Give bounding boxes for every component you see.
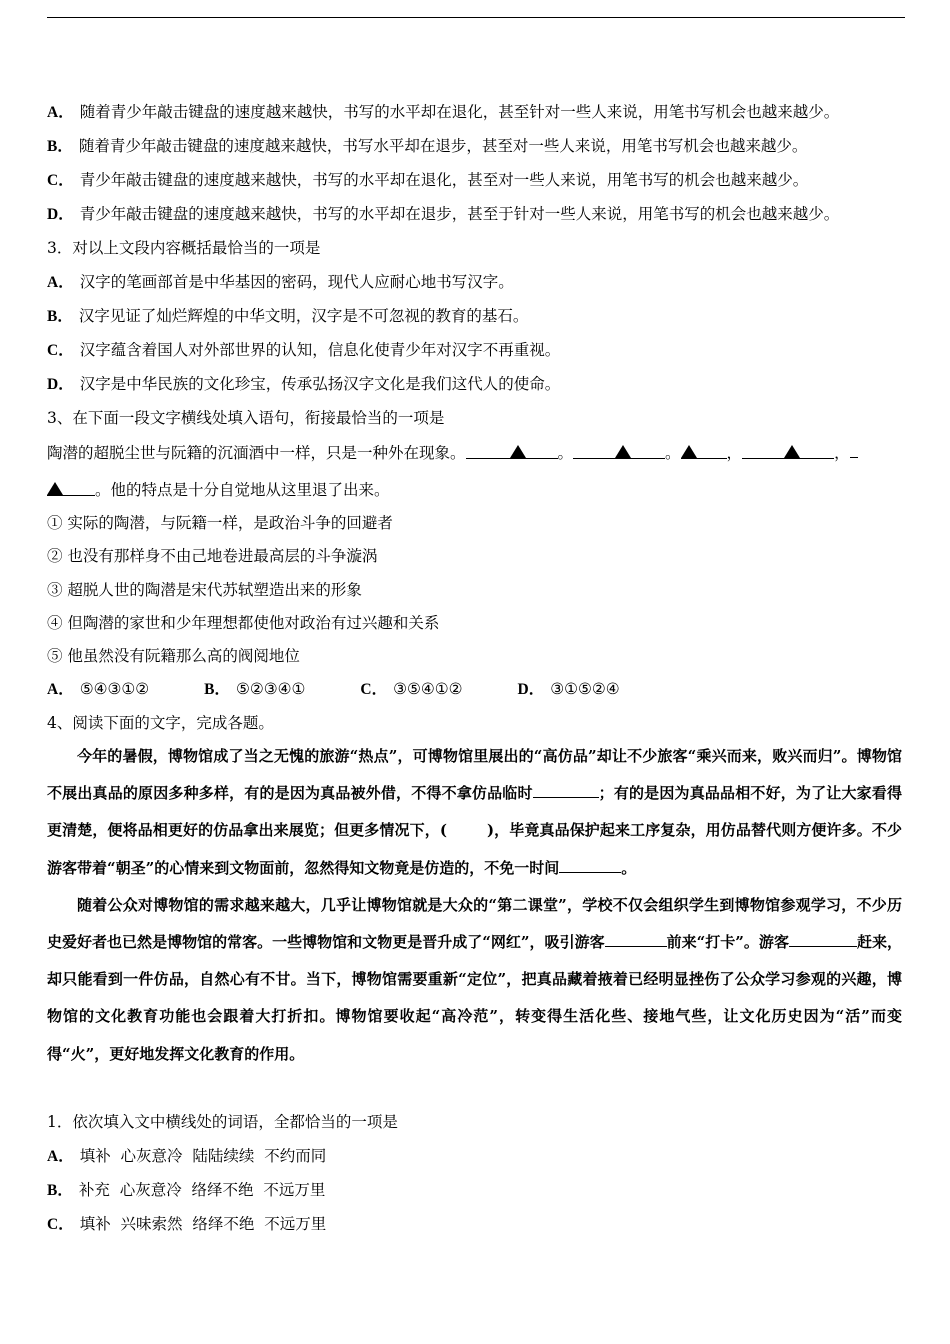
triangle-marker-icon — [681, 445, 697, 458]
q3b-choice-d: D． ③①⑤②④ — [517, 680, 620, 698]
q3b-stem: 3、在下面一段文字横线处填入语句，衔接最恰当的一项是 — [47, 409, 445, 427]
header-rule — [47, 17, 905, 18]
q3b-passage-line2: 。他的特点是十分自觉地从这里退了出来。 — [47, 479, 390, 501]
q3b-choice-c: C． ③⑤④①② — [360, 680, 463, 698]
q4-paragraph-2: 随着公众对博物馆的需求越来越大，几乎让博物馆就是大众的“第二课堂”，学校不仅会组织学生到博物馆参观学习，不少历史爱好者也已然是博物馆的常客。一些博物馆和文物更是晋升成了“网红”，吸引游客 前来“打卡”。游客 赶来，却只能看到一件仿品，自然心有不甘。当下，博物馆需要重新“定位”，把真品藏着掖着已经明显挫伤了公众学习参观的兴趣，博物馆的文化教育功能也会跟着大打折扣。博物馆要收起“高冷范”，转变得生活化些、接地气些，让文化历史因为“活”而变得“火”，更好地发挥文化教育的作用。 — [47, 895, 902, 1063]
answer-blank-2 — [573, 442, 665, 459]
answer-blank-4 — [742, 442, 834, 459]
q3b-item-5: ⑤ 他虽然没有阮籍那么高的阀阅地位 — [47, 647, 300, 665]
q3b-item-1: ① 实际的陶潜，与阮籍一样，是政治斗争的回避者 — [47, 514, 393, 532]
q3b-item-2: ② 也没有那样身不由己地卷进最高层的斗争漩涡 — [47, 547, 378, 565]
q3b-passage-line1: 陶潜的超脱尘世与阮籍的沉湎酒中一样，只是一种外在现象。 。 。 ， ， — [47, 441, 858, 464]
triangle-marker-icon — [510, 445, 526, 458]
q4-sub1-option-c: C． 填补 兴味索然 络绎不绝 不远万里 — [47, 1215, 327, 1233]
q2-option-a: A． 随着青少年敲击键盘的速度越来越快，书写的水平却在退化，甚至针对一些人来说，用笔书写机会也越来越少。 — [47, 103, 840, 121]
answer-blank-5 — [47, 479, 95, 496]
fill-blank — [605, 930, 667, 947]
fill-blank — [533, 781, 599, 798]
q4-sub1-stem: 1．依次填入文中横线处的词语，全都恰当的一项是 — [47, 1113, 398, 1131]
q3-option-d: D． 汉字是中华民族的文化珍宝，传承弘扬汉字文化是我们这代人的使命。 — [47, 375, 561, 393]
q3b-choice-a: A． ⑤④③①② — [47, 680, 150, 698]
q3-stem: 3．对以上文段内容概括最恰当的一项是 — [47, 239, 321, 257]
answer-blank-1 — [466, 442, 558, 459]
q2-option-c: C． 青少年敲击键盘的速度越来越快，书写的水平却在退化，甚至对一些人来说，用笔书写的机会也越来越少。 — [47, 171, 809, 189]
q3-option-b: B． 汉字见证了灿烂辉煌的中华文明，汉字是不可忽视的教育的基石。 — [47, 307, 529, 325]
triangle-marker-icon — [615, 445, 631, 458]
q4-sub1-option-a: A． 填补 心灰意冷 陆陆续续 不约而同 — [47, 1147, 327, 1165]
triangle-marker-icon — [784, 445, 800, 458]
q4-sub1-option-b: B． 补充 心灰意冷 络绎不绝 不远万里 — [47, 1181, 326, 1199]
q3b-choices — [47, 678, 620, 701]
fill-blank — [559, 856, 621, 873]
q3b-item-3: ③ 超脱人世的陶潜是宋代苏轼塑造出来的形象 — [47, 581, 362, 599]
q4-reading-passage — [47, 738, 902, 1073]
q4-stem: 4、阅读下面的文字，完成各题。 — [47, 714, 274, 732]
q3b-item-4: ④ 但陶潜的家世和少年理想都使他对政治有过兴趣和关系 — [47, 614, 440, 632]
q2-option-b: B． 随着青少年敲击键盘的速度越来越快，书写水平却在退步，甚至对一些人来说，用笔书写机会也越来越少。 — [47, 137, 808, 155]
answer-blank-3 — [681, 442, 727, 459]
q3b-choice-b: B． ⑤②③④① — [204, 680, 306, 698]
q3-option-c: C． 汉字蕴含着国人对外部世界的认知，信息化使青少年对汉字不再重视。 — [47, 341, 561, 359]
q2-option-d: D． 青少年敲击键盘的速度越来越快，书写的水平却在退步，甚至于针对一些人来说，用笔书写的机会也越来越少。 — [47, 205, 840, 223]
q3-option-a: A． 汉字的笔画部首是中华基因的密码，现代人应耐心地书写汉字。 — [47, 273, 514, 291]
answer-blank-5-start — [850, 441, 858, 458]
q4-paragraph-1: 今年的暑假，博物馆成了当之无愧的旅游“热点”，可博物馆里展出的“高仿品”却让不少旅客“乘兴而来，败兴而归”。博物馆不展出真品的原因多种多样，有的是因为真品被外借，不得不拿仿品临时 ；有的是因为真品品相不好，为了让大家看得更清楚，便将品相更好的仿品拿出来展览；但更多情况下，( )，毕竟真品保护起来工序复杂，用仿品替代则方便许多。不少游客带着“朝圣”的心情来到文物面前，忽然得知文物竟是仿造的，不免一时间 。 — [47, 747, 902, 877]
fill-blank — [789, 930, 857, 947]
triangle-marker-icon — [47, 482, 63, 495]
